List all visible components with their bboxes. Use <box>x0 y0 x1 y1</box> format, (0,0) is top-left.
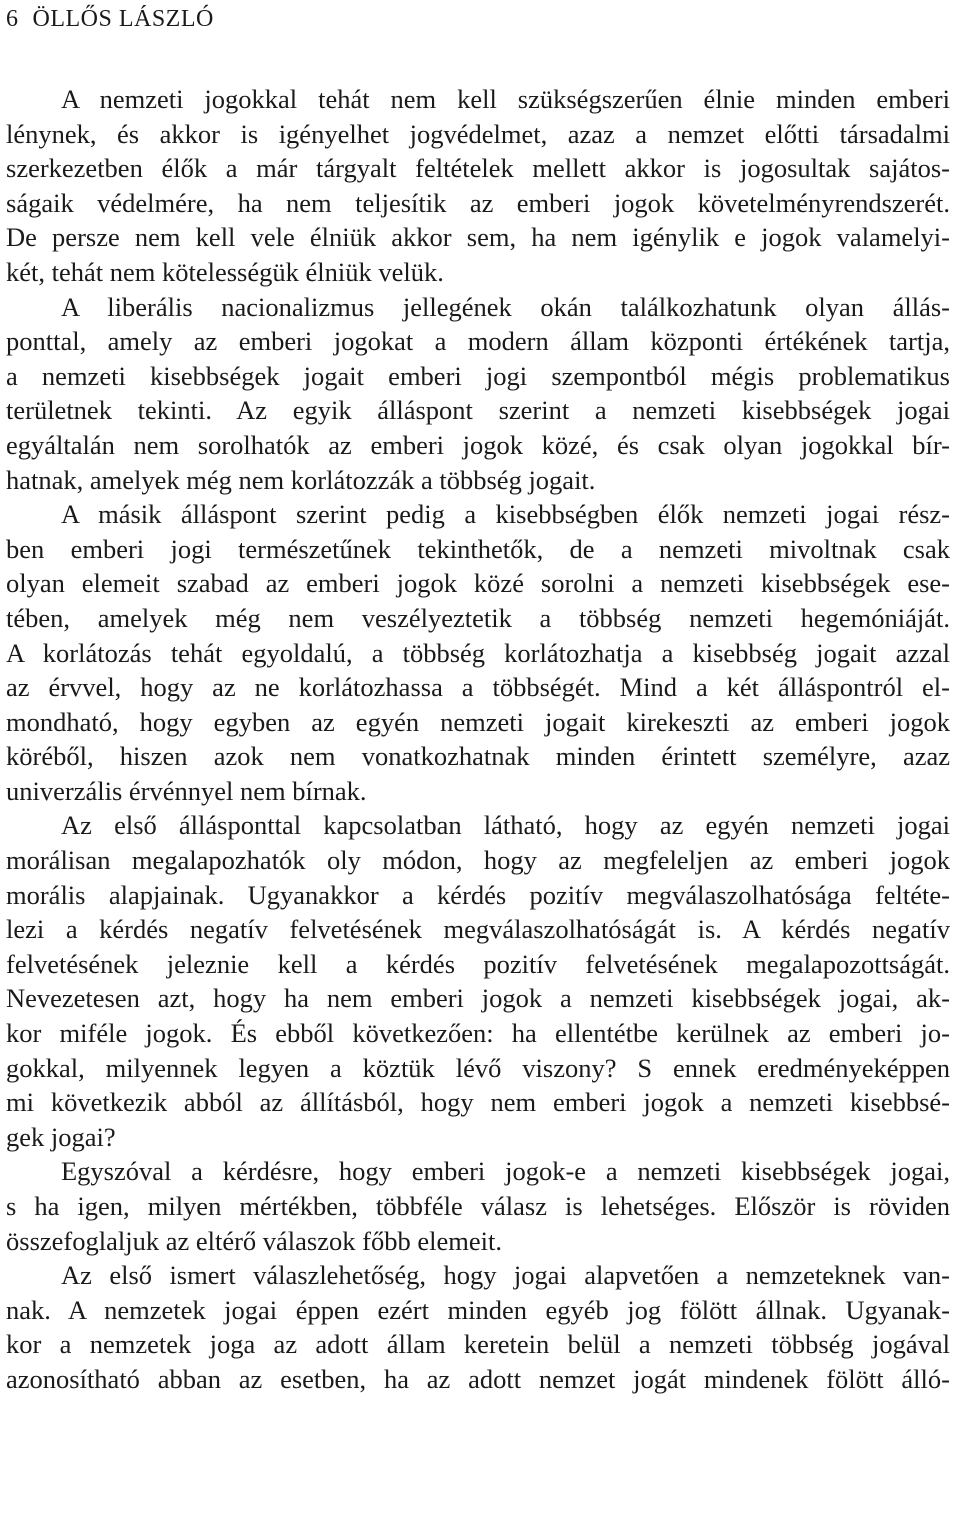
text-line: mi következik abból az állításból, hogy nem emberi jogok a nemzeti kisebbsé- <box>6 1087 950 1118</box>
text-line: ben emberi jogi természetűnek tekinthetők, de a nemzeti mivoltnak csak <box>6 533 950 564</box>
text-line: ponttal, amely az emberi jogokat a modern állam központi értékének tartja, <box>6 326 950 357</box>
text-line: a nemzeti kisebbségek jogait emberi jogi szempontból mégis problematikus <box>6 360 950 391</box>
text-line: hatnak, amelyek még nem korlátozzák a többség jogait. <box>6 464 596 495</box>
text-line: Az első állásponttal kapcsolatban látható, hogy az egyén nemzeti jogai <box>61 810 950 841</box>
text-line: összefoglaljuk az eltérő válaszok főbb elemeit. <box>6 1225 502 1256</box>
text-line: A nemzeti jogokkal tehát nem kell szükségszerűen élnie minden emberi <box>61 84 950 114</box>
text-line: az érvvel, hogy az ne korlátozhassa a többségét. Mind a két álláspontról el- <box>6 672 950 703</box>
text-line: egyáltalán nem sorolhatók az emberi jogok közé, és csak olyan jogokkal bír- <box>6 429 950 460</box>
text-line: köréből, hiszen azok nem vonatkozhatnak minden érintett személyre, azaz <box>6 741 950 772</box>
text-line: tében, amelyek még nem veszélyeztetik a többség nemzeti hegemóniáját. <box>6 602 950 633</box>
text-line: Nevezetesen azt, hogy ha nem emberi jogok a nemzeti kisebbségek jogai, ak- <box>6 983 950 1014</box>
text-line: azonosítható abban az esetben, ha az adott nemzet jogát mindenek fölött álló- <box>6 1363 950 1394</box>
text-line: gek jogai? <box>6 1121 116 1152</box>
text-line: felvetésének jeleznie kell a kérdés pozitív felvetésének megalapozottságát. <box>6 948 950 979</box>
text-line: lezi a kérdés negatív felvetésének megválaszolhatóságát is. A kérdés negatív <box>6 914 950 945</box>
running-head <box>6 4 214 34</box>
text-line: univerzális érvénnyel nem bírnak. <box>6 775 367 806</box>
text-line: lénynek, és akkor is igényelhet jogvédelmet, azaz a nemzet előtti társadalmi <box>6 118 950 149</box>
text-line: gokkal, milyennek legyen a köztük lévő viszony? S ennek eredményeképpen <box>6 1052 950 1083</box>
body-text <box>6 82 950 1397</box>
text-line: mondható, hogy egyben az egyén nemzeti jogait kirekeszti az emberi jogok <box>6 706 950 737</box>
text-line: Az első ismert válaszlehetőség, hogy jogai alapvetően a nemzeteknek van- <box>61 1260 950 1291</box>
text-line: nak. A nemzetek jogai éppen ezért minden egyéb jog fölött állnak. Ugyanak- <box>6 1294 950 1325</box>
text-line: A liberális nacionalizmus jellegének okán találkozhatunk olyan állás- <box>61 291 950 322</box>
text-line: szerkezetben élők a már tárgyalt feltételek mellett akkor is jogosultak sajátos- <box>6 153 950 184</box>
text-line: ságaik védelmére, ha nem teljesítik az emberi jogok követelményrendszerét. <box>6 187 950 218</box>
text-line: s ha igen, milyen mértékben, többféle válasz is lehetséges. Először is röviden <box>6 1191 950 1221</box>
text-line: A másik álláspont szerint pedig a kisebbségben élők nemzeti jogai rész- <box>61 499 950 530</box>
text-line: morálisan megalapozhatók oly módon, hogy az megfeleljen az emberi jogok <box>6 845 950 876</box>
running-head-author: ÖLLŐS LÁSZLÓ <box>32 6 214 32</box>
text-line: A korlátozás tehát egyoldalú, a többség korlátozhatja a kisebbség jogait azzal <box>6 637 950 668</box>
text-line: morális alapjainak. Ugyanakkor a kérdés pozitív megválaszolhatósága feltéte- <box>6 879 950 910</box>
text-line: két, tehát nem kötelességük élniük velük. <box>6 256 444 287</box>
page-number: 6 <box>6 6 19 32</box>
text-line: Egyszóval a kérdésre, hogy emberi jogok-e a nemzeti kisebbségek jogai, <box>61 1156 950 1187</box>
text-line: területnek tekinti. Az egyik álláspont szerint a nemzeti kisebbségek jogai <box>6 395 950 426</box>
text-line: kor miféle jogok. És ebből következően: ha ellentétbe kerülnek az emberi jo- <box>6 1018 950 1049</box>
text-line: olyan elemeit szabad az emberi jogok közé sorolni a nemzeti kisebbségek ese- <box>6 568 950 599</box>
text-line: De persze nem kell vele élniük akkor sem, ha nem igénylik e jogok valamelyi- <box>6 222 950 253</box>
text-line: kor a nemzetek joga az adott állam keretein belül a nemzeti többség jogával <box>6 1329 950 1360</box>
